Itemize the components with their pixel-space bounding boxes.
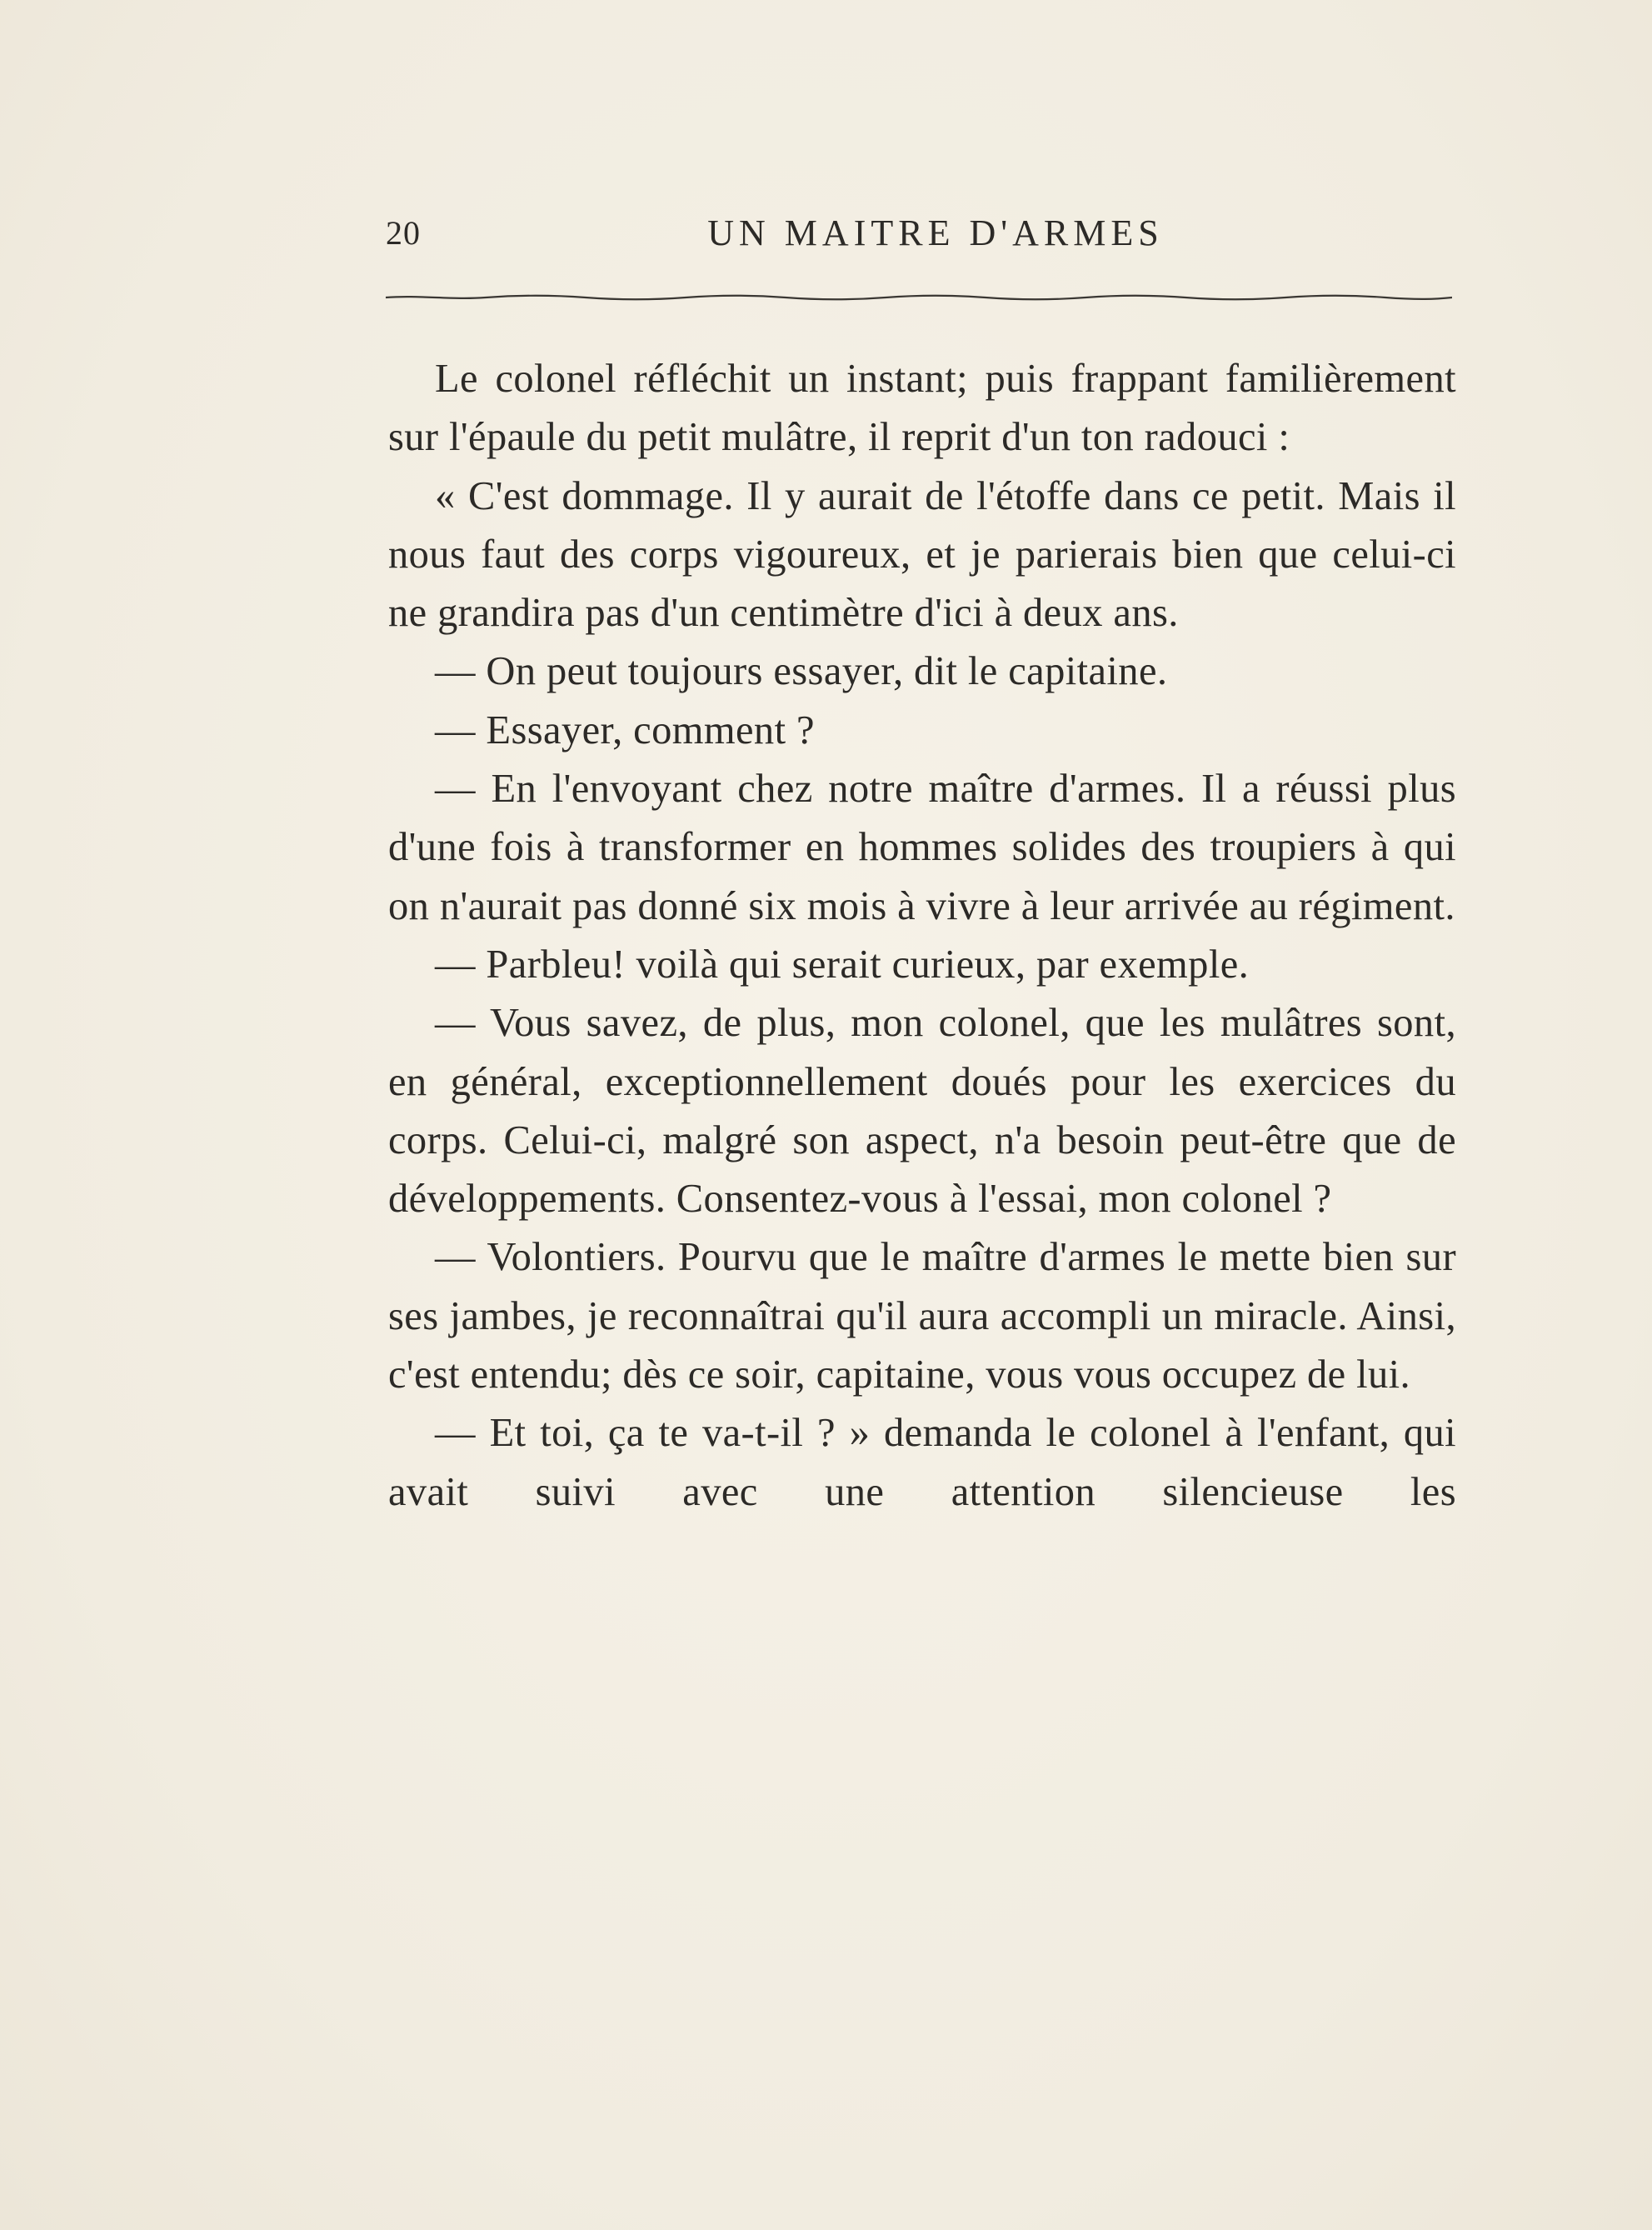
page-header bbox=[386, 208, 1452, 258]
header-rule bbox=[386, 293, 1452, 302]
paragraph-4: — Essayer, comment ? bbox=[435, 708, 815, 752]
body-text bbox=[388, 350, 1456, 1522]
paragraph-7: — Vous savez, de plus, mon colonel, que les mulâtres sont, en général, exceptionnellement doués pour les exercices du corps. Celui-ci, malgré son aspect, n'a besoin peut-être que de développements. Consentez-vous à l'essai, mon colonel ? bbox=[388, 1001, 1456, 1222]
paragraph-8: — Volontiers. Pourvu que le maître d'armes le mette bien sur ses jambes, je reconnaîtrai qu'il aura accompli un miracle. Ainsi, c'est entendu; dès ce soir, capitaine, vous vous occupez de lui. bbox=[388, 1235, 1456, 1398]
paragraph-9: — Et toi, ça te va-t-il ? » demanda le colonel à l'enfant, qui avait suivi avec une attention silencieuse les bbox=[388, 1411, 1456, 1514]
page-number: 20 bbox=[386, 214, 421, 252]
paragraph-2: « C'est dommage. Il y aurait de l'étoffe dans ce petit. Mais il nous faut des corps vigoureux, et je parierais bien que celui-ci ne grandira pas d'un centimètre d'ici à deux ans. bbox=[388, 473, 1456, 636]
paragraph-1: Le colonel réfléchit un instant; puis frappant familièrement sur l'épaule du petit mulâtre, il reprit d'un ton radouci : bbox=[388, 357, 1456, 460]
paragraph-5: — En l'envoyant chez notre maître d'armes. Il a réussi plus d'une fois à transformer en hommes solides des troupiers à qui on n'aurait pas donné six mois à vivre à leur arrivée au régiment. bbox=[388, 767, 1456, 928]
paragraph-3: — On peut toujours essayer, dit le capitaine. bbox=[435, 649, 1168, 694]
running-title: UN MAITRE D'ARMES bbox=[707, 212, 1164, 253]
paragraph-6: — Parbleu! voilà qui serait curieux, par exemple. bbox=[435, 942, 1250, 987]
